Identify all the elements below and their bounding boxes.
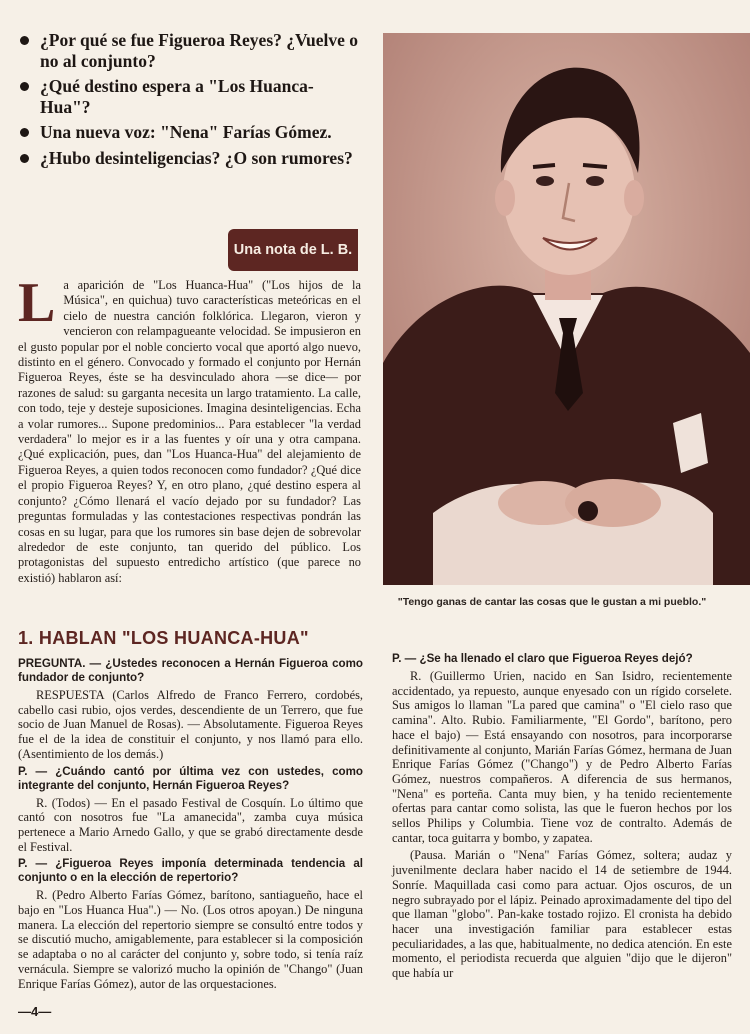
intro-text: a aparición de "Los Huanca-Hua" ("Los hijos de la Música", en quichua) tuvo características meteóricas en el cielo de nuestra canción folklórica. Llegaron, vieron y vencieron con relampagueante velocidad. Se impusieron en el gusto popular por el noble concierto vocal que aportó algo nuevo, distinto en el género. Convocado y formado el conjunto por Hernán Figueroa Reyes, éste se ha desvinculado ahora —se dice— por razones de salud: su garganta necesita un largo tratamiento. La calle, con todo, teje y desteje suposiciones. Imagina desinteligencias. Echa a volar rumores... Supone predominios... Para establecer "la verdad verdadera" lo mejor es ir a las fuentes y oír una y otra campana. ¿Qué explicación, pues, dan "Los Huanca-Hua" del alejamiento de Figueroa Reyes, a quien todos reconocen como fundador? ¿Qué dice el propio Figueroa Reyes? Y, en otro plano, ¿qué destino espera al conjunto? ¿Cómo llenará el vacío dejado por su fundador? Las preguntas formuladas y las contestaciones respectivas pondrán las cosas en su lugar, para que los rumores sin base dejen de sobrevolar alrededor de este conjunto, tan querido del público. Los protagonistas del supuesto entredicho artístico (que parece no existió) hablaron así:	[18, 278, 361, 585]
portrait-photo	[383, 33, 750, 585]
answer: R. (Guillermo Urien, nacido en San Isidro, recientemente accidentado, ya repuesto, aunque enyesado con un rígido corselete. Sus amigos lo llaman "La pared que camina" o "El cielo raso que camina". Alto. Rubio. Familiarmente, "El Gordo", barítono, pero hace el bajo) — Está ensayando con nosotros, para incorporarse definitivamente al conjunto, Marián Farías Gómez, hermana de Juan Enrique Farías Gómez ("Chango") y de Pedro Alberto Farías Gómez, nuestros compañeros. A diferencia de sus hermanos, "Nena" es porteña. Canta muy bien, y ha tenido recientemente ofertas para cantar como solista, las que le fueron hechos por los sellos Philips y Columbia. Tiene voz de contralto. Además de cantar, toca guitarra y bombo, y zapatea.	[392, 669, 732, 845]
portrait-illustration	[383, 33, 750, 585]
headline-bullets	[18, 30, 363, 173]
bullet-item	[18, 30, 363, 71]
answer: RESPUESTA (Carlos Alfredo de Franco Ferrero, cordobés, cabello casi rubio, ojos verdes, descendiente de un Terrero, que fue socio de Juan Manuel de Rosas). — Absolutamente. Figueroa Reyes fue el de la idea de constituir el conjunto, y nos llamó para ello. (Asentimiento de los demás.)	[18, 688, 363, 761]
question: P. — ¿Se ha llenado el claro que Figueroa Reyes dejó?	[392, 652, 693, 665]
bullet-item	[18, 122, 363, 143]
bullet-item	[18, 148, 363, 169]
interview-column-right	[392, 652, 732, 984]
answer: R. (Todos) — En el pasado Festival de Cosquín. Lo último que cantó con nosotros fue "La amanecida", zamba cuya música pertenece a Mario Arnedo Gallo, y que se grabó directamente desde el Festival.	[18, 795, 363, 854]
bullet-dot-icon	[20, 154, 29, 163]
bullet-dot-icon	[20, 128, 29, 137]
question: P. — ¿Cuándo cantó por última vez con ustedes, como integrante del conjunto, Hernán Figueroa Reyes?	[18, 764, 363, 792]
bullet-dot-icon	[20, 82, 29, 91]
bullet-text: Una nueva voz: "Nena" Farías Gómez.	[40, 122, 332, 142]
bullet-item	[18, 76, 363, 117]
interview-column-left	[18, 657, 363, 994]
question: P. — ¿Figueroa Reyes imponía determinada tendencia al conjunto o en la elección de repertorio?	[18, 857, 363, 885]
answer: (Pausa. Marián o "Nena" Farías Gómez, soltera; audaz y juvenilmente declara haber nacido el 14 de setiembre de 1944. Sonríe. Maquillada casi como para actuar. Ojos oscuros, de un negro subrayado por el lápiz. Peinado aproximadamente del tipo del que llaman "globo". Pan-kake tostado rojizo. El cronista ha debido hacer una investigación familiar para establecer estas peculiaridades, a las que, habitualmente, no dedica atención. En este momento, el periodista recuerda que alguien "dijo que le dijeron" que había ur	[392, 848, 732, 981]
photo-caption: "Tengo ganas de cantar las cosas que le gustan a mi pueblo."	[397, 596, 707, 608]
section-heading: 1. HABLAN "LOS HUANCA-HUA"	[18, 628, 309, 648]
drop-cap: L	[18, 272, 56, 334]
intro-paragraph	[18, 272, 361, 586]
page-number: —4—	[18, 1004, 52, 1019]
bullet-text: ¿Por qué se fue Figueroa Reyes? ¿Vuelve o no al conjunto?	[40, 30, 359, 71]
question: PREGUNTA. — ¿Ustedes reconocen a Hernán Figueroa como fundador de conjunto?	[18, 657, 363, 684]
bullet-text: ¿Qué destino espera a "Los Huanca-Hua"?	[40, 76, 314, 117]
bullet-text: ¿Hubo desinteligencias? ¿O son rumores?	[40, 147, 353, 168]
bullet-dot-icon	[20, 36, 29, 45]
answer: R. (Pedro Alberto Farías Gómez, barítono, santiagueño, hace el bajo en "Los Huanca Hua".) — No. (Los otros apoyan.) De ninguna manera. La elección del repertorio siempre se consultó entre todos y se discutió mucho, amigablemente, para establecer si la composición se adaptaba o no al carácter del conjunto y, sobre todo, si tenía raíz vernácula. Siempre se valorizó mucho la opinión de "Chango" (Juan Enrique Farías Gómez), autor de las orquestaciones.	[18, 888, 363, 991]
author-byline: Una nota de L. B.	[228, 229, 358, 271]
